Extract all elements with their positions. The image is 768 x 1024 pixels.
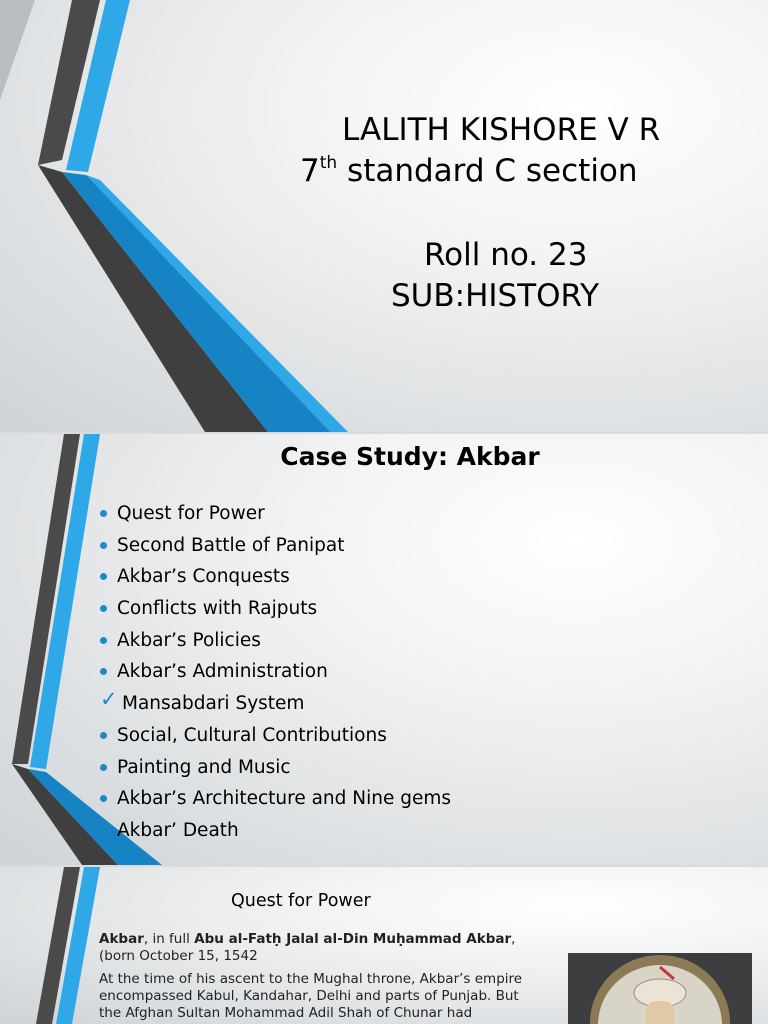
bullet-dot-icon [100,764,107,771]
topic-label: Akbar’ Death [117,819,239,841]
body-paragraph: At the time of his ascent to the Mughal throne, Akbar’s empire encompassed Kabul, Kandahar, Delhi and parts of Punjab. But the Afghan Sultan Mohammad Adil Shah of Chunar had [99,971,523,1021]
roll-number: Roll no. 23 [424,237,588,273]
topic-item [100,625,451,657]
topic-label: Quest for Power [117,503,265,524]
topic-label: Second Battle of Panipat [117,534,345,556]
topic-item [100,783,451,815]
topic-list [100,498,451,847]
topic-item [100,720,451,752]
bullet-dot-icon [100,542,107,549]
topic-label: Akbar’s Conquests [117,566,290,588]
contents-slide [0,434,768,865]
topic-item [100,656,451,688]
quest-for-power-slide [0,867,768,1024]
bullet-dot-icon [100,510,107,517]
class-line: 7th standard C section [300,153,638,189]
subject: SUB:HISTORY [391,278,600,314]
topic-label: Akbar’s Architecture and Nine gems [117,788,452,810]
intro-line: Akbar, in full Abu al-Fatḥ Jalal al-Din Muḥammad Akbar, (born October 15, 1542 [99,931,516,964]
topic-item [100,530,451,562]
topic-label: Conflicts with Rajputs [117,598,318,620]
slide-title: Quest for Power [231,891,371,911]
topic-label: Akbar’s Administration [117,661,328,683]
topic-item [100,498,451,530]
topic-item [100,593,451,625]
topic-item [100,752,451,784]
bullet-dot-icon [100,573,107,580]
topic-label: Akbar’s Policies [117,629,261,651]
topic-item [100,815,451,847]
bullet-dot-icon [100,732,107,739]
bullet-dot-icon [100,795,107,802]
bullet-dot-icon [100,668,107,675]
slide-decoration [0,0,768,432]
topic-label: Painting and Music [117,756,291,778]
topic-item [100,561,451,593]
topic-label: Mansabdari System [122,693,305,715]
akbar-portrait [568,953,752,1024]
checkmark-icon: ✓ [100,687,118,712]
bullet-dot-icon [100,605,107,612]
topic-item [100,688,451,720]
title-slide [0,0,768,432]
slide-title: Case Study: Akbar [280,442,540,471]
topic-label: Social, Cultural Contributions [117,724,387,746]
bullet-dot-icon [100,637,107,644]
student-name: LALITH KISHORE V R [342,112,661,148]
